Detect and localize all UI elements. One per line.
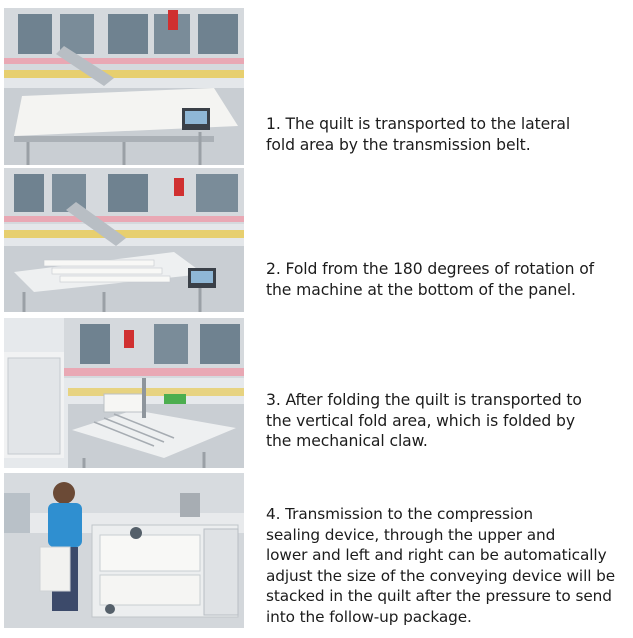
caption-line: lower and left and right can be automatically bbox=[266, 546, 607, 564]
quilt-rotation-fold-photo bbox=[4, 168, 244, 312]
caption-line: the machine at the bottom of the panel. bbox=[266, 280, 576, 299]
caption-line: the vertical fold area, which is folded by bbox=[266, 411, 575, 430]
caption-line: 1. The quilt is transported to the lateral bbox=[266, 115, 571, 133]
caption-line: 4. Transmission to the compression bbox=[266, 505, 533, 523]
caption-line: into the follow-up package. bbox=[266, 607, 472, 626]
step-1-caption bbox=[266, 114, 630, 155]
step-4-caption bbox=[266, 504, 630, 627]
caption-line: 2. Fold from the 180 degrees of rotation of bbox=[266, 260, 595, 278]
caption-line: adjust the size of the conveying device will be bbox=[266, 566, 616, 585]
caption-line: stacked in the quilt after the pressure to send bbox=[266, 587, 612, 605]
caption-line: sealing device, through the upper and bbox=[266, 525, 556, 544]
step-2-caption bbox=[266, 259, 630, 300]
step-3-caption bbox=[266, 390, 630, 452]
caption-line: the mechanical claw. bbox=[266, 432, 428, 450]
caption-line: fold area by the transmission belt. bbox=[266, 135, 531, 154]
caption-line: 3. After folding the quilt is transported to bbox=[266, 391, 582, 409]
quilt-transport-belt-photo bbox=[4, 8, 244, 165]
compression-sealing-photo bbox=[4, 473, 244, 628]
mechanical-claw-fold-photo bbox=[4, 318, 244, 468]
